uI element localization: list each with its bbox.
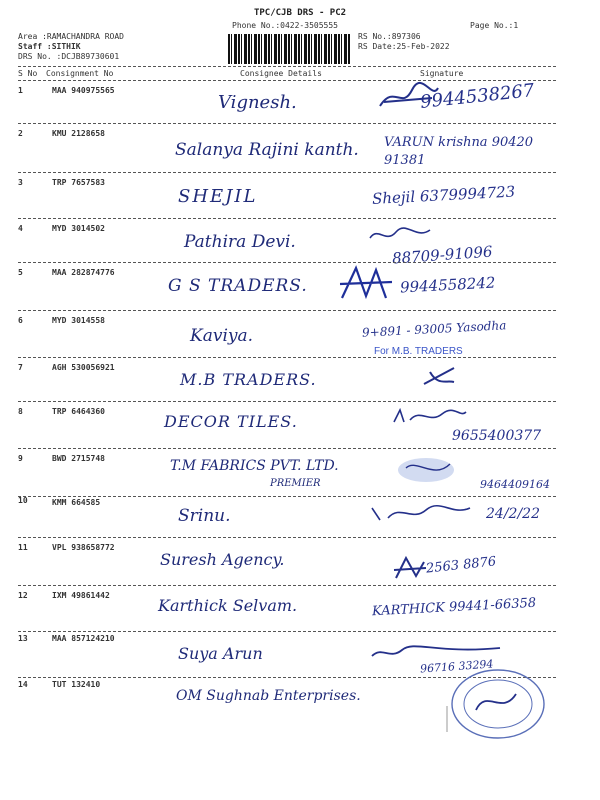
- row-signature: 9464409164: [480, 478, 550, 491]
- row-sno: 10: [18, 496, 28, 505]
- staff-label: Staff :SITHIK: [18, 42, 81, 51]
- row-sno: 2: [18, 129, 23, 138]
- row-consignment-no: MAA 857124210: [52, 634, 115, 643]
- barcode-image: [228, 34, 350, 64]
- row-divider: [18, 537, 556, 538]
- row-divider: [18, 218, 556, 219]
- row-signature: 9944538267: [419, 80, 536, 113]
- row-signature: 9944558242: [399, 273, 496, 297]
- row-divider: [18, 310, 556, 311]
- column-consignee-details: Consignee Details: [240, 69, 322, 78]
- row-consignment-no: AGH 530056921: [52, 363, 115, 372]
- row-sno: 9: [18, 454, 23, 463]
- row-consignment-no: MAA 940975565: [52, 86, 115, 95]
- premier-label: PREMIER: [270, 478, 321, 489]
- row-divider: [18, 496, 556, 497]
- row-signature: 88709-91096: [391, 242, 494, 268]
- row-consignee-name: M.B TRADERS.: [180, 370, 317, 389]
- row-consignee-name: Kaviya.: [190, 326, 254, 346]
- row-consignment-no: IXM 49861442: [52, 591, 110, 600]
- mb-traders-stamp: For M.B. TRADERS: [374, 346, 463, 357]
- drs-number: DRS No. :DCJB89730601: [18, 52, 120, 61]
- row-divider: [18, 448, 556, 449]
- rs-number: RS No.:897306: [358, 32, 421, 41]
- row-sno: 7: [18, 363, 23, 372]
- rs-date: RS Date:25-Feb-2022: [358, 42, 450, 51]
- row-signature: KARTHICK 99441-66358: [371, 595, 537, 620]
- row-sno: 3: [18, 178, 23, 187]
- row-consignee-name: SHEJIL: [178, 186, 258, 207]
- row-divider: [18, 631, 556, 632]
- row-sno: 5: [18, 268, 23, 277]
- row-sno: 12: [18, 591, 28, 600]
- row-consignment-no: KMU 2128658: [52, 129, 105, 138]
- row-consignee-name: DECOR TILES.: [164, 412, 298, 431]
- row-consignee-name: Suresh Agency.: [160, 550, 285, 569]
- row-sno: 11: [18, 543, 28, 552]
- row-consignment-no: KMM 664585: [52, 498, 101, 507]
- row-divider: [18, 401, 556, 402]
- row-consignment-no: TRP 7657583: [52, 178, 105, 187]
- row-sno: 8: [18, 407, 23, 416]
- row-divider: [18, 585, 556, 586]
- row-signature: VARUN krishna 90420 91381: [384, 135, 534, 168]
- row-consignee-name: Salanya Rajini kanth.: [175, 140, 359, 160]
- row-sno: 13: [18, 634, 28, 643]
- row-sno: 6: [18, 316, 23, 325]
- row-consignee-name: Pathira Devi.: [184, 232, 296, 252]
- row-divider: [18, 123, 556, 124]
- row-signature: 9+891 - 93005 Yasodha: [361, 318, 507, 340]
- row-consignee-name: Vignesh.: [218, 92, 297, 113]
- signature-scribble: [366, 498, 476, 528]
- row-signature: 96716 33294: [419, 657, 494, 676]
- row-consignee-name: Suya Arun: [178, 644, 263, 663]
- signature-scribble: [390, 406, 470, 428]
- row-signature: 24/2/22: [486, 506, 540, 522]
- signature-scribble: [366, 224, 436, 246]
- row-consignment-no: MAA 282874776: [52, 268, 115, 277]
- row-consignee-name: OM Sughnab Enterprises.: [176, 688, 361, 704]
- row-divider: [18, 262, 556, 263]
- header-divider-bottom: [18, 80, 556, 81]
- row-signature: Shejil 6379994723: [371, 182, 516, 208]
- area-label: Area :RAMACHANDRA ROAD: [18, 32, 124, 41]
- column-signature: Signature: [420, 69, 464, 78]
- row-sno: 1: [18, 86, 23, 95]
- signature-scribble: [336, 262, 396, 306]
- row-consignee-name: Karthick Selvam.: [158, 596, 298, 615]
- row-consignment-no: VPL 938658772: [52, 543, 115, 552]
- signature-scribble: [374, 80, 444, 114]
- signature-scribble: [392, 554, 428, 584]
- document-title: TPC/CJB DRS - PC2: [253, 8, 347, 18]
- row-consignee-name: Srinu.: [178, 506, 231, 526]
- header-divider-top: [18, 66, 556, 67]
- row-divider: [18, 357, 556, 358]
- stamp-blot: [394, 452, 460, 488]
- round-company-stamp: [446, 664, 550, 744]
- row-sno: 14: [18, 680, 28, 689]
- row-consignment-no: TUT 132410: [52, 680, 101, 689]
- row-signature: 2563 8876: [425, 554, 497, 577]
- row-consignment-no: BWD 2715748: [52, 454, 105, 463]
- row-signature: 9655400377: [452, 428, 542, 444]
- row-consignment-no: MYD 3014558: [52, 316, 105, 325]
- row-consignee-name: G S TRADERS.: [168, 276, 308, 296]
- column-consignment: Consignment No: [46, 69, 114, 78]
- signature-scribble: [420, 362, 460, 390]
- row-divider: [18, 172, 556, 173]
- edge-mark: [443, 704, 451, 734]
- phone-number: Phone No.:0422-3505555: [232, 21, 338, 30]
- row-sno: 4: [18, 224, 23, 233]
- row-consignment-no: MYD 3014502: [52, 224, 105, 233]
- row-consignment-no: TRP 6464360: [52, 407, 105, 416]
- column-sno: S No: [18, 69, 38, 78]
- page-number: Page No.:1: [470, 21, 519, 30]
- row-consignee-name: T.M FABRICS PVT. LTD.: [170, 458, 339, 474]
